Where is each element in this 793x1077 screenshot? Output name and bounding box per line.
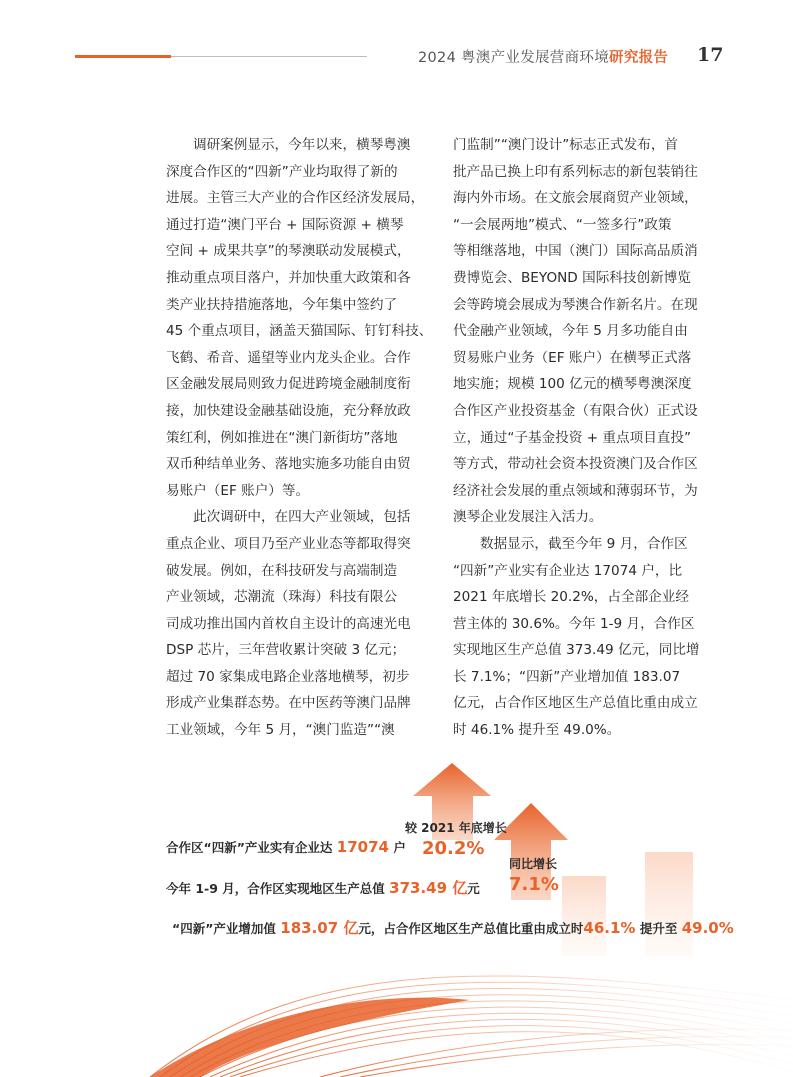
text-line: 营主体的 30.6%。今年 1-9 月，合作区 xyxy=(453,615,695,632)
text-line: 会等跨境会展成为琴澳合作新名片。在现 xyxy=(453,296,698,313)
text-line: 易账户（EF 账户）等。 xyxy=(166,482,310,499)
stat-value: 373.49 亿 xyxy=(389,879,468,897)
arrow2-caption: 同比增长 xyxy=(509,857,558,871)
arrow1-value: 20.2% xyxy=(422,838,485,859)
text-line: 形成产业集群态势。在中医药等澳门品牌 xyxy=(166,695,411,712)
right-para-2 xyxy=(453,531,700,744)
text-line: 推动重点项目落户，并加快重大政策和各 xyxy=(166,269,411,286)
stat-enterprises xyxy=(166,838,406,856)
text-line: 海内外市场。在文旅会展商贸产业领域， xyxy=(453,190,698,207)
stat-gdp xyxy=(166,877,480,898)
stat-unit: 户 xyxy=(393,840,406,855)
text-line: 工业领域，今年 5 月，“澳门监造”“澳 xyxy=(166,722,395,739)
text-line: 此次调研中，在四大产业领域，包括 xyxy=(193,509,411,526)
text-line: 实现地区生产总值 373.49 亿元，同比增 xyxy=(453,642,700,659)
stat-label: 今年 1-9 月，合作区实现地区生产总值 xyxy=(166,881,385,896)
text-line: 策红利，例如推进在“澳门新街坊”落地 xyxy=(166,429,398,446)
text-line: DSP 芯片，三年营收累计突破 3 亿元； xyxy=(166,642,406,659)
stat-value: 46.1% xyxy=(583,919,636,937)
text-line: “四新”产业实有企业达 17074 户，比 xyxy=(453,562,683,579)
text-line: 进展。主管三大产业的合作区经济发展局， xyxy=(166,190,425,207)
stat-value: 183.07 亿 xyxy=(280,919,359,937)
arrow1-caption: 较 2021 年底增长 xyxy=(405,821,507,835)
left-para-1 xyxy=(166,132,433,504)
text-line: 产业领域，芯潮流（珠海）科技有限公 xyxy=(166,589,398,606)
stat-value: 49.0% xyxy=(681,919,734,937)
text-line: 45 个重点项目，涵盖天猫国际、钉钉科技、 xyxy=(166,323,433,340)
text-line: 调研案例显示，今年以来，横琴粤澳 xyxy=(193,137,411,153)
right-column xyxy=(453,132,700,744)
text-line: 长 7.1%；“四新”产业增加值 183.07 xyxy=(453,668,681,685)
text-line: 立，通过“子基金投资 + 重点项目直投” xyxy=(453,429,692,446)
text-line: 地实施；规模 100 亿元的横琴粤澳深度 xyxy=(453,376,692,393)
left-column xyxy=(166,132,433,744)
text-line: 代金融产业领域，今年 5 月多功能自由 xyxy=(453,323,688,340)
text-line: 等方式，带动社会资本投资澳门及合作区 xyxy=(453,456,698,473)
stat-text: 提升至 xyxy=(639,921,678,936)
text-line: 区金融发展局则致力促进跨境金融制度衔 xyxy=(166,376,411,393)
text-line: 类产业扶持措施落地，今年集中签约了 xyxy=(166,296,398,313)
text-line: 2021 年底增长 20.2%，占全部企业经 xyxy=(453,589,689,606)
text-line: 时 46.1% 提升至 49.0%。 xyxy=(453,722,621,739)
text-line: 等相继落地，中国（澳门）国际高品质消 xyxy=(453,243,698,260)
text-line: 批产品已换上印有系列标志的新包装销往 xyxy=(453,163,698,180)
text-line: 澳琴企业发展注入活力。 xyxy=(453,509,603,526)
text-line: 亿元，占合作区地区生产总值比重由成立 xyxy=(453,695,698,712)
text-line: 数据显示，截至今年 9 月，合作区 xyxy=(480,535,688,552)
stat-label: 合作区“四新”产业实有企业达 xyxy=(166,840,333,855)
right-para-1 xyxy=(453,132,697,531)
text-line: 破发展。例如，在科技研发与高端制造 xyxy=(166,562,398,579)
text-line: 经济社会发展的重点领域和薄弱环节，为 xyxy=(453,482,698,499)
arrow2-value: 7.1% xyxy=(509,874,559,895)
text-line: “一会展两地”模式、“一签多行”政策 xyxy=(453,216,672,233)
page-number: 17 xyxy=(697,44,724,66)
left-para-2 xyxy=(166,504,414,743)
text-line: 空间 + 成果共享”的琴澳联动发展模式， xyxy=(166,243,411,260)
stat-text: 元，占合作区地区生产总值比重由成立时 xyxy=(358,921,584,936)
text-line: 超过 70 家集成电路企业落地横琴，初步 xyxy=(166,668,410,685)
text-line: 深度合作区的“四新”产业均取得了新的 xyxy=(166,163,398,180)
text-line: 通过打造“澳门平台 + 国际资源 + 横琴 xyxy=(166,216,404,233)
stat-label: “四新”产业增加值 xyxy=(172,921,276,936)
wave-lines xyxy=(150,976,793,1077)
report-title-text: 2024 粤澳产业发展营商环境 xyxy=(418,50,610,66)
text-line: 门监制”“澳门设计”标志正式发布，首 xyxy=(453,137,679,153)
text-line: 飞鹤、希音、遥望等业内龙头企业。合作 xyxy=(166,349,411,366)
stat-added-value xyxy=(172,917,734,938)
stat-value: 17074 xyxy=(336,838,389,856)
text-line: 重点企业、项目乃至产业业态等都取得突 xyxy=(166,535,411,552)
bg-bar-2 xyxy=(645,852,693,956)
stat-unit: 元 xyxy=(467,881,480,896)
text-line: 双币种结单业务、落地实施多功能自由贸 xyxy=(166,456,411,473)
text-line: 接，加快建设金融基础设施，充分释放政 xyxy=(166,402,411,419)
text-line: 费博览会、BEYOND 国际科技创新博览 xyxy=(453,269,691,286)
bg-bar-1 xyxy=(562,876,606,956)
report-title-highlight: 研究报告 xyxy=(609,50,669,66)
text-line: 贸易账户业务（EF 账户）在横琴正式落 xyxy=(453,349,692,366)
wave-fill xyxy=(150,998,470,1077)
text-line: 司成功推出国内首枚自主设计的高速光电 xyxy=(166,615,411,632)
text-line: 合作区产业投资基金（有限合伙）正式设 xyxy=(453,402,698,419)
